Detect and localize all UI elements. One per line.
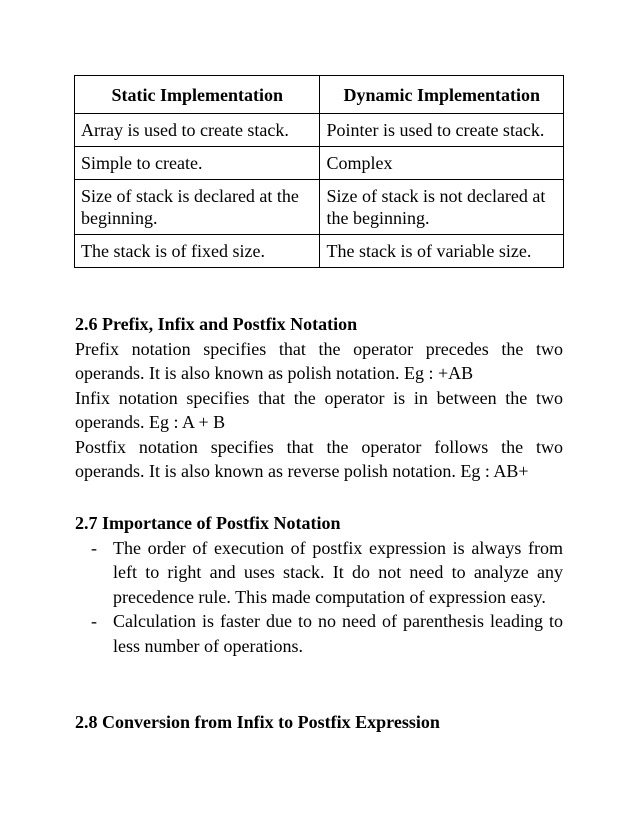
- paragraph-infix: Infix notation specifies that the operator is in between the two operands. Eg : A + B: [75, 387, 563, 432]
- table-cell: The stack is of fixed size.: [75, 235, 320, 268]
- bullet-list: [75, 536, 563, 659]
- section-heading: 2.7 Importance of Postfix Notation: [75, 513, 341, 533]
- table-header-dynamic: Dynamic Implementation: [320, 76, 564, 114]
- bullet-marker: -: [91, 611, 97, 631]
- paragraph-postfix: Postfix notation specifies that the operator follows the two operands. It is also known as reverse polish notation. Eg : AB+: [75, 436, 563, 481]
- section-importance-postfix: [75, 511, 563, 658]
- table-row: [75, 114, 564, 147]
- bullet-text: The order of execution of postfix expression is always from left to right and uses stack. It do not need to analyze any precedence rule. This made computation of expression easy.: [113, 537, 563, 607]
- table-row: [75, 235, 564, 268]
- bullet-text: Calculation is faster due to no need of parenthesis leading to less number of operations.: [113, 611, 563, 656]
- table-cell: Complex: [320, 147, 564, 180]
- table-cell: Simple to create.: [75, 147, 320, 180]
- table-row: [75, 147, 564, 180]
- table-cell: Pointer is used to create stack.: [320, 114, 564, 147]
- section-conversion: [75, 710, 563, 735]
- table-row: [75, 180, 564, 235]
- table-cell: Size of stack is declared at the beginning.: [75, 180, 320, 235]
- table-header-row: [75, 76, 564, 114]
- table-cell: Size of stack is not declared at the beginning.: [320, 180, 564, 235]
- list-item: [75, 609, 563, 658]
- section-heading: 2.8 Conversion from Infix to Postfix Expression: [75, 712, 440, 732]
- table-cell: Array is used to create stack.: [75, 114, 320, 147]
- paragraph-prefix: Prefix notation specifies that the operator precedes the two operands. It is also known as polish notation. Eg : +AB: [75, 338, 563, 383]
- table-cell: The stack is of variable size.: [320, 235, 564, 268]
- list-item: [75, 536, 563, 610]
- bullet-marker: -: [91, 537, 97, 558]
- table-header-static: Static Implementation: [75, 76, 320, 114]
- comparison-table: [74, 75, 564, 268]
- section-heading: 2.6 Prefix, Infix and Postfix Notation: [75, 314, 358, 334]
- section-prefix-infix-postfix: [75, 312, 563, 484]
